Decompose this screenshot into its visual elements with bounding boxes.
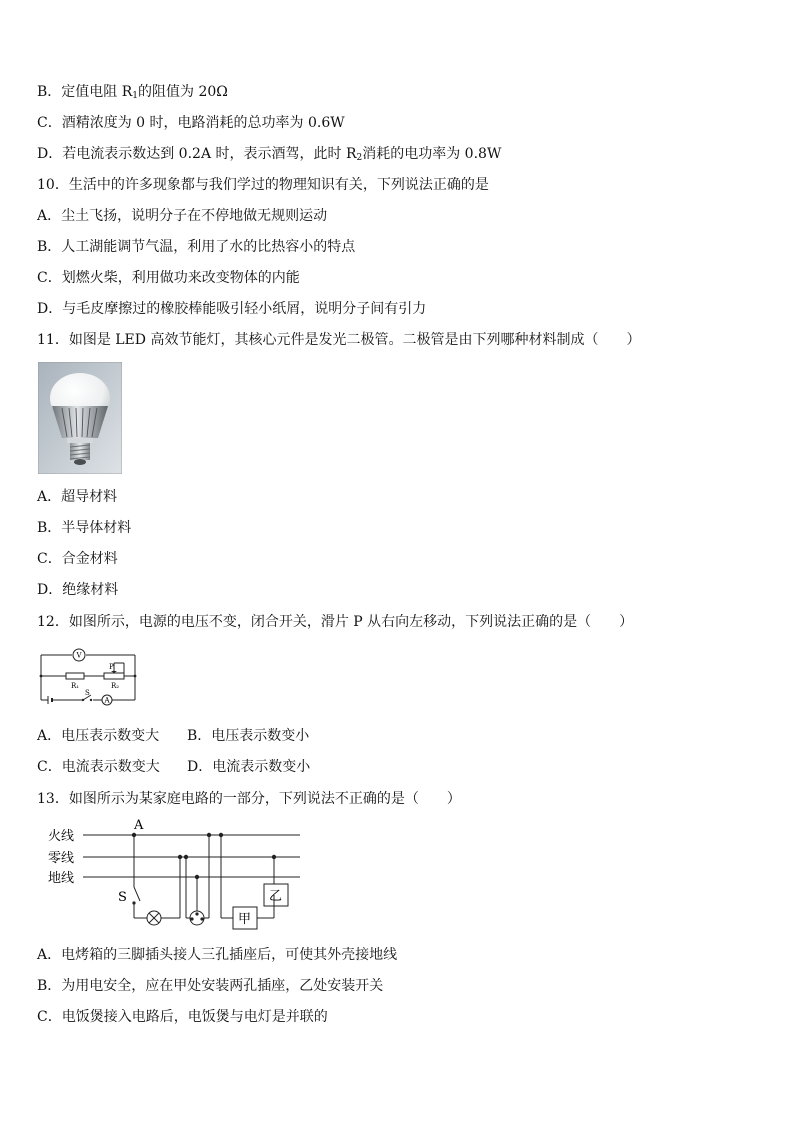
point-a-label: A [134,818,144,833]
q13-option-c: C．电饭煲接入电路后，电饭煲与电灯是并联的 [37,1009,328,1025]
box-yi-label: 乙 [269,889,283,904]
q10-stem: 10．生活中的许多现象都与我们学过的物理知识有关，下列说法正确的是 [37,177,489,193]
q11-option-a: A．超导材料 [37,489,118,505]
voltmeter-label: V [76,651,82,660]
q10-option-d: D．与毛皮摩擦过的橡胶棒能吸引轻小纸屑，说明分子间有引力 [37,301,427,317]
box-jia-label: 甲 [238,912,252,927]
q11-option-c: C．合金材料 [37,551,118,567]
q12-option-a: A．电压表示数变大 [37,728,160,744]
q10-option-a: A．尘土飞扬，说明分子在不停地做无规则运动 [37,208,328,224]
q12-option-c: C．电流表示数变大 [37,759,160,775]
q12-option-b: B．电压表示数变小 [187,728,310,744]
slider-label: P [109,663,114,671]
q9-option-c: C．酒精浓度为 0 时，电路消耗的总功率为 0.6W [37,115,345,131]
q12-stem: 12．如图所示，电源的电压不变，闭合开关，滑片 P 从右向左移动，下列说法正确的是（ ） [37,614,634,630]
q12-option-d: D．电流表示数变小 [187,759,311,775]
q10-option-b: B．人工湖能调节气温，利用了水的比热容小的特点 [37,239,356,255]
led-bulb-image [38,362,122,474]
r2-label: R₂ [111,682,120,690]
q11-option-b: B．半导体材料 [37,520,132,536]
q9-option-b: B．定值电阻 $R_1$的阻值为 20Ω [37,84,228,101]
q11-option-d: D．绝缘材料 [37,582,119,598]
ground-wire-label: 地线 [48,871,75,886]
q13-household-circuit [45,815,305,933]
live-wire-label: 火线 [48,829,75,844]
q11-stem: 11．如图是 LED 高效节能灯，其核心元件是发光二极管。二极管是由下列哪种材料制成（ ） [37,332,641,348]
switch-s-label: S [118,890,127,905]
q13-stem: 13．如图所示为某家庭电路的一部分，下列说法不正确的是（ ） [37,791,461,807]
q12-options-row-1 [37,727,437,745]
neutral-wire-label: 零线 [48,851,75,866]
q13-option-b: B．为用电安全，应在甲处安装两孔插座，乙处安装开关 [37,978,384,994]
switch-label: S [85,689,90,697]
q9-option-d: D．若电流表示数达到 0.2A 时，表示酒驾，此时 $R_2$消耗的电功率为 0.8W [37,146,502,163]
q12-options-row-2 [37,758,437,776]
q13-option-a: A．电烤箱的三脚插头接人三孔插座后，可使其外壳接地线 [37,947,398,963]
r1-label: R₁ [71,682,80,690]
ammeter-label: A [104,696,110,705]
q10-option-c: C．划燃火柴，利用做功来改变物体的内能 [37,270,300,286]
q12-circuit-diagram [38,647,140,707]
